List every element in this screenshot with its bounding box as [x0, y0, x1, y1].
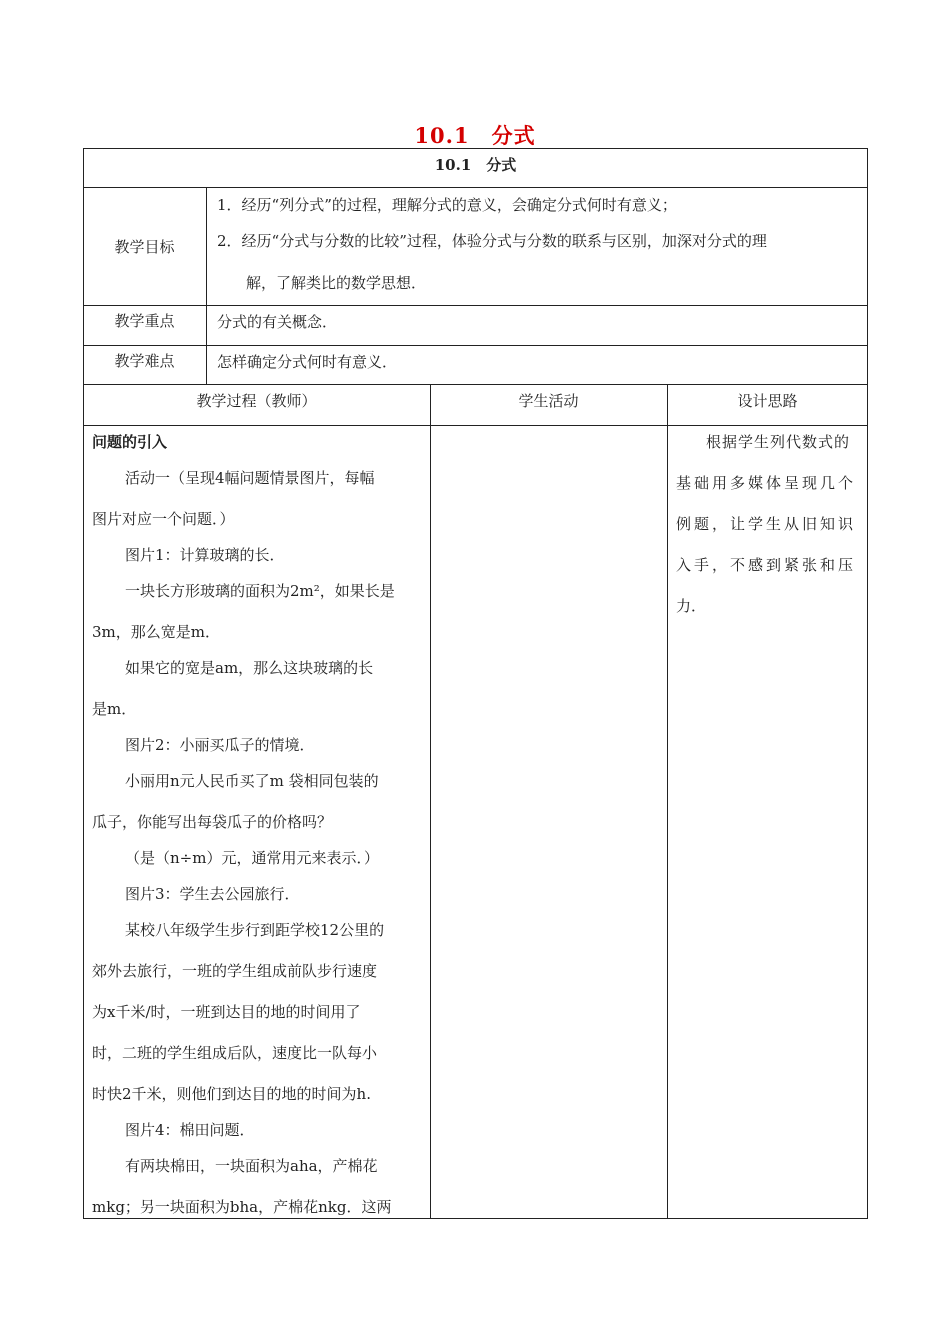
col-divider	[206, 187, 207, 385]
process-line: 图片3：学生去公园旅行．	[125, 885, 300, 903]
difficulty-label: 教学难点	[114, 352, 175, 370]
process-line: 为x千米/时，一班到达目的地的时间用了	[92, 1003, 361, 1021]
objective-2-cont: 解，了解类比的数学思想．	[246, 274, 427, 292]
key-point-text: 分式的有关概念．	[217, 313, 338, 331]
design-line: 入手，不感到紧张和压	[676, 556, 857, 574]
col-divider	[430, 384, 431, 1219]
process-line: 如果它的宽是am，那么这块玻璃的长	[125, 659, 374, 677]
process-line: 图片对应一个问题．）	[92, 510, 235, 528]
key-point-label: 教学重点	[114, 312, 175, 330]
process-line: 某校八年级学生步行到距学校12公里的	[125, 921, 385, 939]
column-header-process: 教学过程（教师）	[196, 392, 317, 410]
design-line: 基础用多媒体呈现几个	[676, 474, 857, 492]
process-line: 郊外去旅行，一班的学生组成前队步行速度	[92, 962, 378, 980]
process-line: 小丽用n元人民币买了m 袋相同包装的	[125, 772, 379, 790]
process-line: 瓜子，你能写出每袋瓜子的价格吗？	[92, 813, 333, 831]
page-title: 10.1 分式	[414, 123, 536, 148]
objective-1: 1．经历“列分式”的过程，理解分式的意义，会确定分式何时有意义；	[217, 196, 677, 214]
objective-2: 2．经历“分式与分数的比较”过程，体验分式与分数的联系与区别，加深对分式的理	[217, 232, 767, 250]
section-heading: 问题的引入	[92, 433, 168, 451]
process-line: 图片4：棉田问题．	[125, 1121, 255, 1139]
design-line: 根据学生列代数式的	[706, 433, 851, 451]
row-divider	[83, 384, 868, 385]
process-line: 时快2千米，则他们到达目的地的时间为h.	[92, 1085, 371, 1103]
process-line: （是（n÷m）元，通常用元来表示．）	[125, 849, 379, 867]
table-header-title: 10.1 分式	[434, 156, 517, 174]
process-line: mkg；另一块面积为bha，产棉花nkg．这两	[92, 1198, 392, 1216]
difficulty-text: 怎样确定分式何时有意义．	[217, 353, 398, 371]
row-divider	[83, 305, 868, 306]
row-divider	[83, 345, 868, 346]
process-line: 是m．	[92, 700, 137, 718]
row-divider	[83, 425, 868, 426]
process-line: 一块长方形玻璃的面积为2m²，如果长是	[125, 582, 395, 600]
column-header-student: 学生活动	[518, 392, 579, 410]
process-line: 有两块棉田，一块面积为aha，产棉花	[125, 1157, 378, 1175]
process-line: 图片1：计算玻璃的长．	[125, 546, 285, 564]
process-line: 活动一（呈现4幅问题情景图片，每幅	[125, 469, 375, 487]
col-divider	[667, 384, 668, 1219]
process-line: 3m，那么宽是m．	[92, 623, 220, 641]
process-line: 时，二班的学生组成后队，速度比一队每小	[92, 1044, 378, 1062]
row-divider	[83, 187, 868, 188]
design-line: 例题，让学生从旧知识	[676, 515, 857, 533]
design-line: 力．	[676, 597, 707, 615]
process-line: 图片2：小丽买瓜子的情境．	[125, 736, 315, 754]
objectives-label: 教学目标	[114, 238, 175, 256]
column-header-design: 设计思路	[737, 392, 798, 410]
